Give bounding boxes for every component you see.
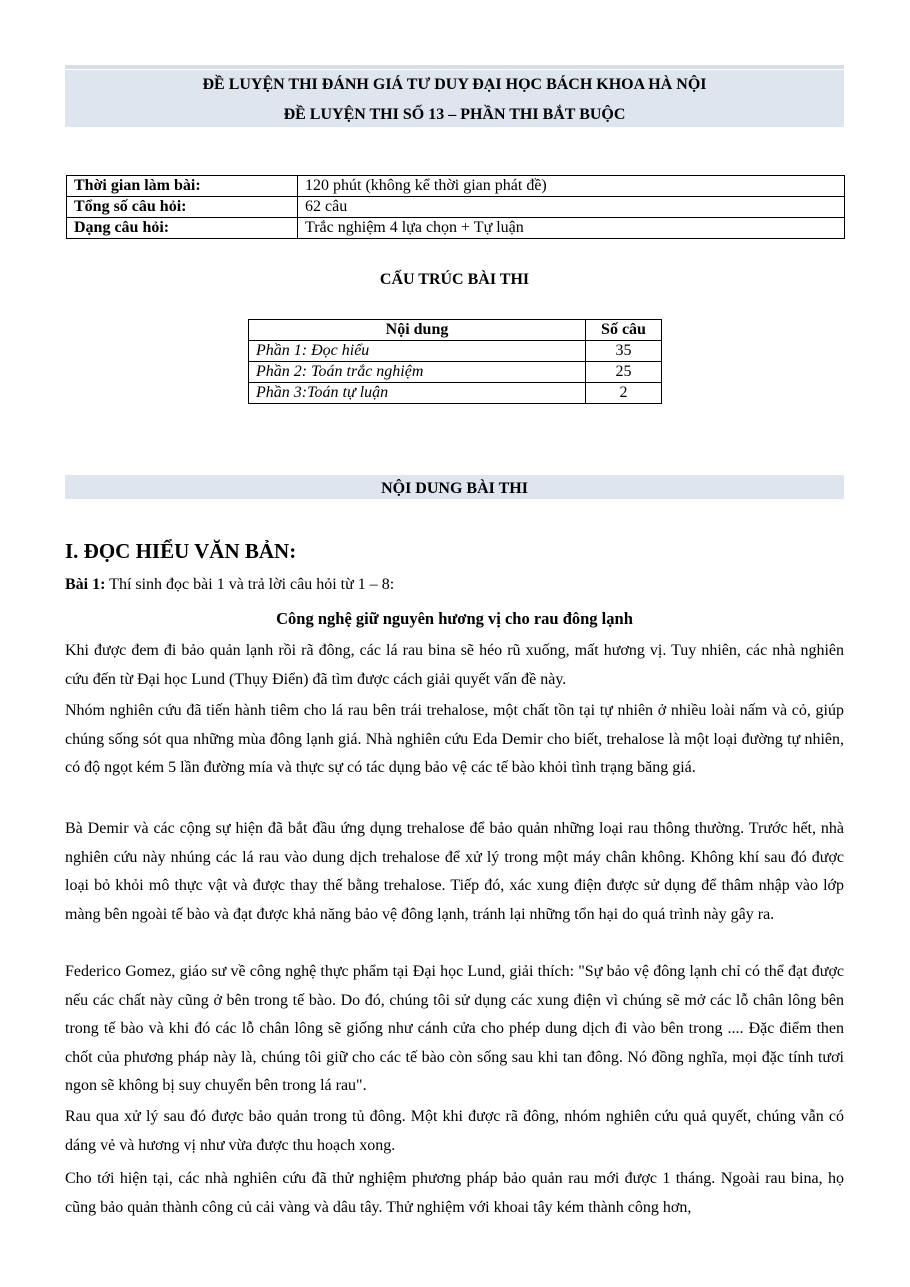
table-row — [67, 218, 845, 239]
section-heading: I. ĐỌC HIỂU VĂN BẢN: — [65, 539, 297, 563]
column-header-count: Số câu — [586, 320, 662, 341]
exercise-instruction — [65, 576, 394, 594]
info-value: 120 phút (không kể thời gian phát đề) — [298, 176, 845, 197]
section-title: NỘI DUNG BÀI THI — [65, 475, 844, 499]
article-paragraph: Bà Demir và các cộng sự hiện đã bắt đầu ứng dụng trehalose để bảo quản những loại rau thông thường. Trước hết, nhà nghiên cứu này nhúng các lá rau vào dung dịch trehalose để xử lý trong một máy chân không. Không khí sau đó được loại bỏ khỏi mô thực vật và được thay thế bằng trehalose. Tiếp đó, xác xung điện được sử dụng để thâm nhập vào lớp màng bên ngoài tế bào và đạt được khả năng bảo vệ đông lạnh, tránh lại những tổn hại do quá trình này gây ra. — [65, 820, 844, 923]
article-paragraph: Nhóm nghiên cứu đã tiến hành tiêm cho lá rau bên trái trehalose, một chất tồn tại tự nhiên ở nhiều loài nấm và cỏ, giúp chúng sống sót qua những mùa đông lạnh giá. Nhà nghiên cứu Eda Demir cho biết, trehalose là một loại đường tự nhiên, có độ ngọt kém 5 lần đường mía và thực sự có tác dụng bảo vệ các tế bào khỏi tình trạng băng giá. — [65, 702, 844, 777]
table-row — [249, 362, 662, 383]
info-value: Trắc nghiệm 4 lựa chọn + Tự luận — [298, 218, 845, 239]
part-name: Phần 2: Toán trắc nghiệm — [249, 362, 586, 383]
table-row — [67, 176, 845, 197]
exercise-label: Bài 1: — [65, 576, 106, 593]
structure-title: CẤU TRÚC BÀI THI — [379, 271, 530, 288]
part-count: 35 — [586, 341, 662, 362]
part-count: 2 — [586, 383, 662, 404]
table-header-row — [249, 320, 662, 341]
exam-title: ĐỀ LUYỆN THI ĐÁNH GIÁ TƯ DUY ĐẠI HỌC BÁCH KHOA HÀ NỘI — [202, 76, 707, 93]
exam-subtitle: ĐỀ LUYỆN THI SỐ 13 – PHẦN THI BẮT BUỘC — [283, 106, 626, 123]
part-name: Phần 1: Đọc hiểu — [249, 341, 586, 362]
part-name: Phần 3:Toán tự luận — [249, 383, 586, 404]
info-label: Thời gian làm bài: — [67, 176, 298, 197]
article-paragraph: Rau qua xử lý sau đó được bảo quản trong tủ đông. Một khi được rã đông, nhóm nghiên cứu quả quyết, chúng vẫn có dáng vẻ và hương vị như vừa được thu hoạch xong. — [65, 1108, 844, 1154]
part-count: 25 — [586, 362, 662, 383]
table-row — [249, 383, 662, 404]
article-paragraph: Cho tới hiện tại, các nhà nghiên cứu đã thử nghiệm phương pháp bảo quản rau mới được 1 tháng. Ngoài rau bina, họ cũng bảo quản thành công củ cải vàng và dâu tây. Thử nghiệm với khoai tây kém thành công hơn, — [65, 1170, 844, 1216]
exercise-text: Thí sinh đọc bài 1 và trả lời câu hỏi từ 1 – 8: — [105, 576, 395, 593]
article-paragraph: Khi được đem đi bảo quản lạnh rồi rã đông, các lá rau bina sẽ héo rũ xuống, mất hương vị. Tuy nhiên, các nhà nghiên cứu đến từ Đại học Lund (Thụy Điển) đã tìm được cách giải quyết vấn đề này. — [65, 642, 844, 688]
table-row — [67, 197, 845, 218]
header-top-rule — [65, 65, 844, 69]
info-label: Tổng số câu hỏi: — [67, 197, 298, 218]
table-row — [249, 341, 662, 362]
exam-info-table — [66, 175, 845, 239]
info-label: Dạng câu hỏi: — [67, 218, 298, 239]
column-header-content: Nội dung — [249, 320, 586, 341]
article-title: Công nghệ giữ nguyên hương vị cho rau đông lạnh — [276, 609, 633, 628]
article-paragraph: Federico Gomez, giáo sư về công nghệ thực phẩm tại Đại học Lund, giải thích: "Sự bảo vệ đông lạnh chỉ có thể đạt được nếu các chất này cũng ở bên trong tế bào. Do đó, chúng tôi sử dụng các xung điện vì chúng sẽ mở các lỗ chân lông bên trong tế bào và khi đó các lỗ chân lông sẽ giống như cánh cửa cho phép dung dịch đi vào bên trong .... Đặc điểm then chốt của phương pháp này là, chúng tôi giữ cho các tế bào còn sống sau khi tan đông. Nó đồng nghĩa, mọi đặc tính tươi ngon sẽ không bị suy chuyển bên trong lá rau". — [65, 963, 844, 1095]
info-value: 62 câu — [298, 197, 845, 218]
structure-table — [248, 319, 662, 404]
